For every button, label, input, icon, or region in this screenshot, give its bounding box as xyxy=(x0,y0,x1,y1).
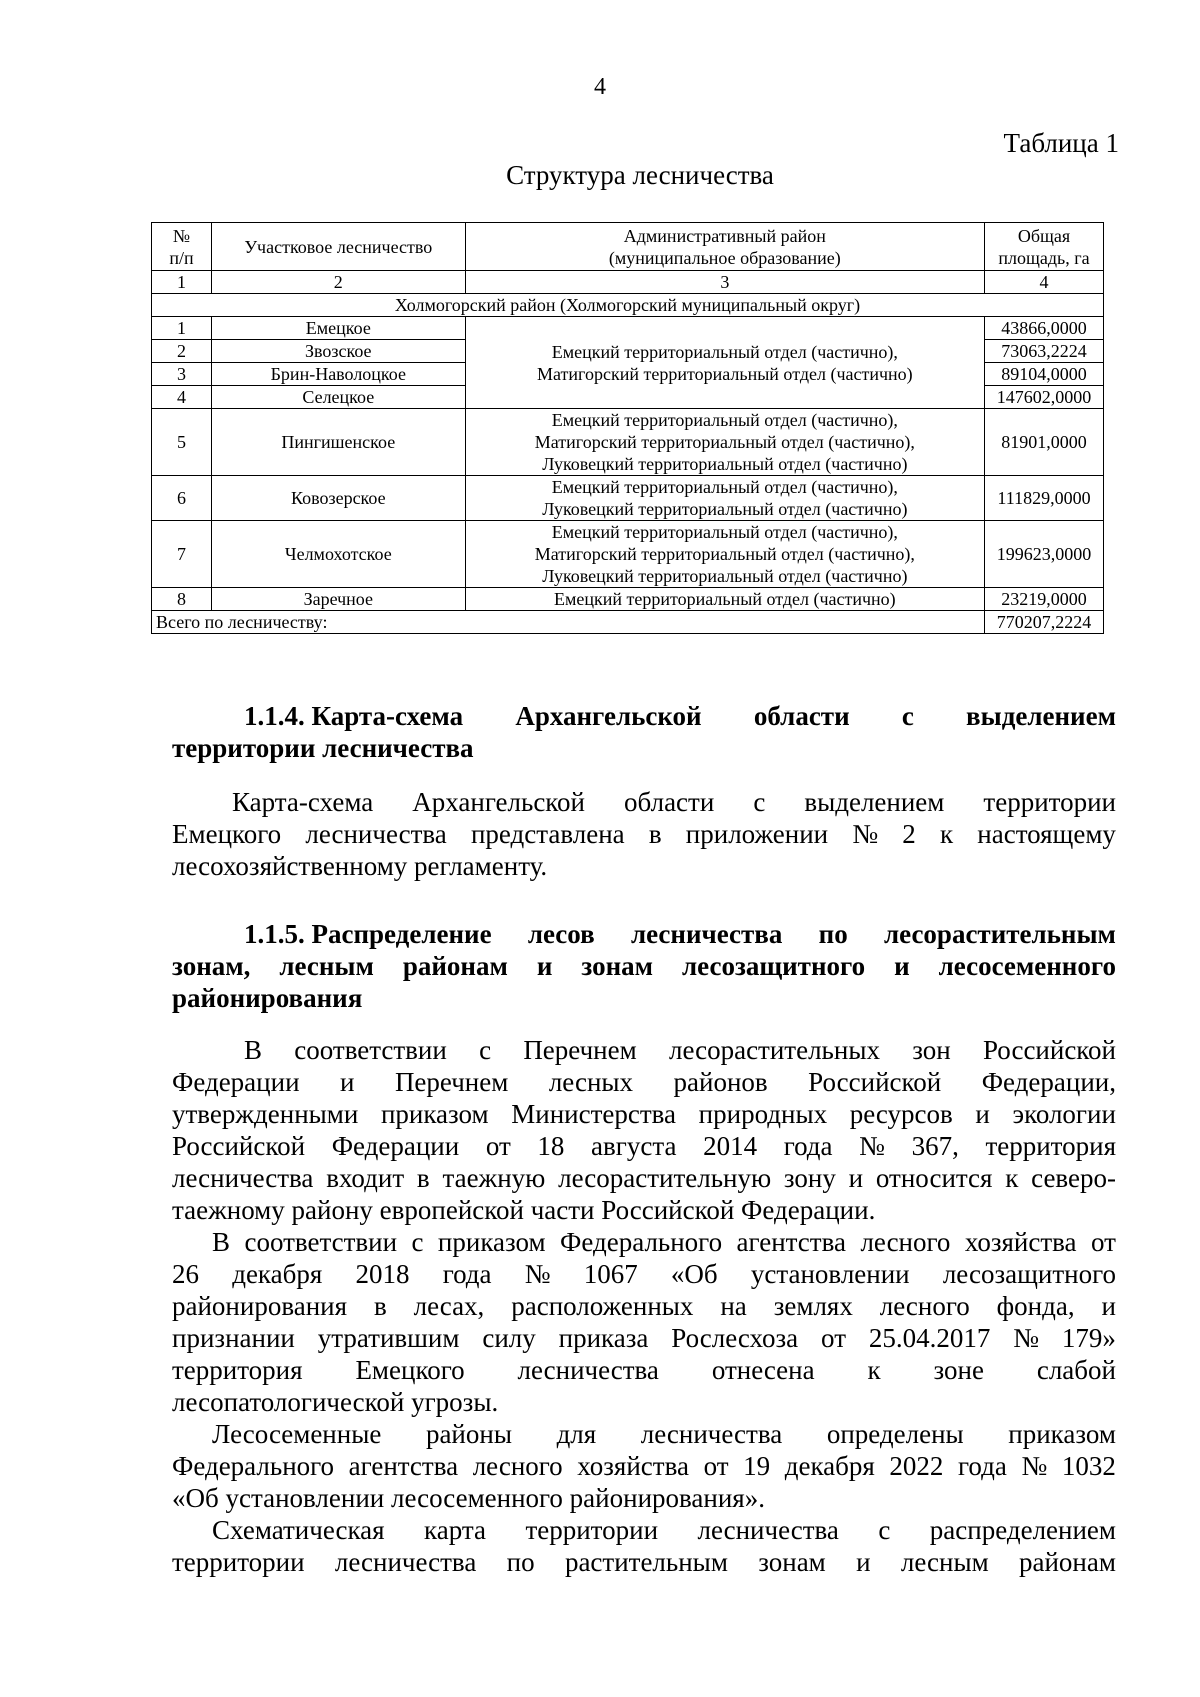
table-header-row xyxy=(152,223,1104,271)
word: с xyxy=(753,787,766,817)
word: и xyxy=(340,1067,355,1097)
header-cell-district xyxy=(465,223,984,271)
justified-line xyxy=(172,1450,1116,1482)
district-text: Матигорский территориальный отдел (частично), xyxy=(534,544,915,564)
justified-line xyxy=(172,1258,1116,1290)
word: районирования xyxy=(172,1291,348,1321)
word: 2018 xyxy=(355,1259,410,1289)
word: северо- xyxy=(1031,1163,1116,1193)
word: и xyxy=(975,1099,990,1129)
word: приказом xyxy=(380,1099,489,1129)
word: лесного xyxy=(879,1291,970,1321)
word: Карта-схема xyxy=(232,787,374,817)
area-value: 73063,2224 xyxy=(985,340,1104,363)
word: Перечнем xyxy=(523,1035,637,1065)
area-value: 89104,0000 xyxy=(985,363,1104,386)
word: лесорастительным xyxy=(883,919,1116,949)
word: года xyxy=(783,1131,833,1161)
word: районам xyxy=(1019,1547,1116,1577)
justified-line xyxy=(172,1226,1116,1258)
word: 1067 xyxy=(583,1259,638,1289)
justified-line xyxy=(172,1066,1116,1098)
word: 18 xyxy=(537,1131,565,1161)
district-text: Луковецкий территориальный отдел (частично) xyxy=(542,499,908,519)
district-text: Луковецкий территориальный отдел (частично) xyxy=(542,566,908,586)
word: утвержденными xyxy=(172,1099,359,1129)
district-text: Луковецкий территориальный отдел (частично) xyxy=(542,454,908,474)
word: № xyxy=(852,819,879,849)
section-paragraph xyxy=(172,1514,1116,1578)
word: лесосеменного xyxy=(938,951,1116,981)
paragraph-text: таежному району европейской части Российской Федерации. xyxy=(172,1195,876,1225)
word: к xyxy=(939,819,954,849)
word: распределением xyxy=(929,1515,1116,1545)
section-paragraph xyxy=(172,786,1116,882)
word: зону xyxy=(783,1163,836,1193)
paragraph-text: лесохозяйственному регламенту. xyxy=(172,851,548,881)
word: лесорастительную xyxy=(558,1163,772,1193)
word: настоящему xyxy=(977,819,1116,849)
word: 2022 xyxy=(889,1451,944,1481)
total-row xyxy=(152,611,1104,634)
word: № xyxy=(859,1131,885,1161)
word: приказом xyxy=(437,1227,546,1257)
word: лесозащитного xyxy=(682,951,866,981)
column-number: 4 xyxy=(985,271,1104,294)
word: лесничества xyxy=(697,1515,839,1545)
header-cell-area xyxy=(985,223,1104,271)
word: территории xyxy=(172,1547,305,1577)
word: с xyxy=(479,1035,492,1065)
section-paragraph xyxy=(172,1226,1116,1418)
paragraph-text: «Об установлении лесосеменного районирования». xyxy=(172,1483,765,1513)
district-text: Емецкий территориальный отдел (частично), xyxy=(551,522,898,542)
table-title: Структура лесничества xyxy=(506,160,774,190)
word: Федерации xyxy=(331,1131,460,1161)
word: Федерации xyxy=(172,1067,300,1097)
word: отнесена xyxy=(711,1355,815,1385)
forestry-name: Заречное xyxy=(211,588,465,611)
district-cell xyxy=(465,317,984,409)
justified-line xyxy=(172,1418,1116,1450)
word: для xyxy=(556,1419,597,1449)
word: Министерства xyxy=(511,1099,677,1129)
word: 179» xyxy=(1061,1323,1116,1353)
word: Архангельской xyxy=(412,787,585,817)
word: лесозащитного xyxy=(942,1259,1116,1289)
word: лесов xyxy=(527,919,595,949)
word: ресурсов xyxy=(849,1099,953,1129)
word: по xyxy=(506,1547,535,1577)
word: Схематическая xyxy=(212,1515,385,1545)
section-1-1-4 xyxy=(172,700,1116,882)
paragraph-text: лесопатологической угрозы. xyxy=(172,1387,499,1417)
word: с xyxy=(411,1227,424,1257)
district-text: Емецкий территориальный отдел (частично), xyxy=(551,477,898,497)
word: лесничества xyxy=(640,1419,783,1449)
table-row xyxy=(152,588,1104,611)
word: Федерации, xyxy=(981,1067,1116,1097)
justified-line xyxy=(172,1354,1116,1386)
page-number: 4 xyxy=(594,74,606,100)
row-number: 2 xyxy=(152,340,212,363)
word: районов xyxy=(673,1067,768,1097)
word: по xyxy=(818,919,848,949)
justified-line xyxy=(172,700,1116,732)
word: лесным xyxy=(279,951,374,981)
word: Российской xyxy=(982,1035,1116,1065)
word: зон xyxy=(912,1035,951,1065)
word: растительным xyxy=(564,1547,728,1577)
justified-line xyxy=(172,918,1116,950)
total-label: Всего по лесничеству: xyxy=(152,611,985,634)
heading-text: территории лесничества xyxy=(172,733,474,763)
area-value: 199623,0000 xyxy=(985,521,1104,588)
word: с xyxy=(901,701,914,731)
group-title: Холмогорский район (Холмогорский муниципальный округ) xyxy=(152,294,1104,317)
word: и xyxy=(536,951,553,981)
word: Российской xyxy=(808,1067,942,1097)
forestry-structure-table xyxy=(151,222,1104,634)
justified-line xyxy=(172,950,1116,982)
word: таежную xyxy=(442,1163,546,1193)
word: агентства xyxy=(348,1451,459,1481)
word: года xyxy=(958,1451,1007,1481)
word: к xyxy=(867,1355,881,1385)
section-paragraph xyxy=(172,1034,1116,1226)
word: территории xyxy=(525,1515,659,1545)
header-text: Общая xyxy=(1017,225,1071,246)
word: Емецкого xyxy=(172,819,282,849)
word: приказа xyxy=(558,1323,649,1353)
word: и xyxy=(1101,1291,1116,1321)
header-text: (муниципальное образование) xyxy=(608,247,841,268)
table-row xyxy=(152,476,1104,521)
total-value: 770207,2224 xyxy=(985,611,1104,634)
word: районам xyxy=(402,951,508,981)
word: Перечнем xyxy=(394,1067,509,1097)
justified-line xyxy=(172,1322,1116,1354)
section-heading xyxy=(172,918,1116,1014)
word: приказом xyxy=(1008,1419,1116,1449)
word: территория xyxy=(172,1355,303,1385)
word: лесничества xyxy=(172,1163,314,1193)
word: и xyxy=(856,1547,871,1577)
word: карта xyxy=(424,1515,486,1545)
word: выделением xyxy=(804,787,945,817)
word: 19 xyxy=(743,1451,771,1481)
heading-text: районирования xyxy=(172,983,363,1013)
word: области xyxy=(624,787,715,817)
justified-line xyxy=(172,1130,1116,1162)
header-cell-forestry: Участковое лесничество xyxy=(211,223,465,271)
district-cell xyxy=(465,476,984,521)
word: лесах, xyxy=(413,1291,485,1321)
row-number: 8 xyxy=(152,588,212,611)
word: № xyxy=(1013,1323,1040,1353)
word: Российской xyxy=(172,1131,306,1161)
word: силу xyxy=(482,1323,536,1353)
word: и xyxy=(848,1163,864,1193)
word: и xyxy=(894,951,910,981)
word: лесным xyxy=(900,1547,989,1577)
word: выделением xyxy=(966,701,1116,731)
word: зонам xyxy=(581,951,654,981)
forestry-name: Ковозерское xyxy=(211,476,465,521)
column-number: 2 xyxy=(211,271,465,294)
word: Архангельской xyxy=(515,701,702,731)
row-number: 7 xyxy=(152,521,212,588)
district-cell xyxy=(465,409,984,476)
district-text: Емецкий территориальный отдел (частично), xyxy=(551,341,898,362)
word: от xyxy=(485,1131,511,1161)
word: на xyxy=(720,1291,747,1321)
word: слабой xyxy=(1036,1355,1116,1385)
group-title-row xyxy=(152,294,1104,317)
word: лесничества xyxy=(517,1355,659,1385)
word: № xyxy=(1021,1451,1048,1481)
section-heading xyxy=(172,700,1116,764)
word: Емецкого xyxy=(355,1355,465,1385)
district-text: Матигорский территориальный отдел (частично) xyxy=(537,363,913,384)
word: «Об xyxy=(670,1259,718,1289)
word: хозяйства xyxy=(964,1227,1077,1257)
forestry-name: Пингишенское xyxy=(211,409,465,476)
word: от xyxy=(703,1451,729,1481)
word: природных xyxy=(698,1099,828,1129)
header-text: площадь, га xyxy=(998,247,1090,268)
header-text: № xyxy=(172,225,191,246)
word: от xyxy=(821,1323,846,1353)
word: № xyxy=(524,1259,551,1289)
justified-line xyxy=(172,1034,1116,1066)
forestry-name: Емецкое xyxy=(211,317,465,340)
justified-line xyxy=(172,1098,1116,1130)
justified-line xyxy=(172,1546,1116,1578)
word: относится xyxy=(875,1163,993,1193)
word: Лесосеменные xyxy=(212,1419,382,1449)
table-row xyxy=(152,521,1104,588)
word: 26 xyxy=(172,1259,199,1289)
word: зонам xyxy=(758,1547,826,1577)
row-number: 6 xyxy=(152,476,212,521)
area-value: 147602,0000 xyxy=(985,386,1104,409)
table-label: Таблица 1 xyxy=(1003,128,1119,158)
table-row xyxy=(152,409,1104,476)
word: соответствии xyxy=(244,1227,398,1257)
forestry-name: Селецкое xyxy=(211,386,465,409)
word: входит xyxy=(326,1163,405,1193)
word: декабря xyxy=(232,1259,323,1289)
word: экологии xyxy=(1012,1099,1116,1129)
district-cell: Емецкий территориальный отдел (частично) xyxy=(465,588,984,611)
word: лесничества xyxy=(630,919,783,949)
word: в xyxy=(416,1163,430,1193)
word: к xyxy=(1005,1163,1019,1193)
word: лесничества xyxy=(334,1547,477,1577)
word: агентства xyxy=(736,1227,846,1257)
forestry-name: Челмохотское xyxy=(211,521,465,588)
area-value: 23219,0000 xyxy=(985,588,1104,611)
word: августа xyxy=(591,1131,677,1161)
justified-line xyxy=(172,1290,1116,1322)
word: соответствии xyxy=(294,1035,447,1065)
word: 1.1.5. Распределение xyxy=(244,919,492,949)
word: территории xyxy=(983,787,1116,817)
row-number: 4 xyxy=(152,386,212,409)
word: определены xyxy=(826,1419,964,1449)
word: признании xyxy=(172,1323,295,1353)
column-number-row xyxy=(152,271,1104,294)
justified-line xyxy=(172,786,1116,818)
forestry-name: Брин-Наволоцкое xyxy=(211,363,465,386)
column-number: 3 xyxy=(465,271,984,294)
word: районы xyxy=(425,1419,512,1449)
word: Федерального xyxy=(172,1451,335,1481)
word: 1032 xyxy=(1061,1451,1116,1481)
header-text: Административный район xyxy=(623,225,826,246)
word: расположенных xyxy=(511,1291,694,1321)
word: установлении xyxy=(750,1259,910,1289)
row-number: 1 xyxy=(152,317,212,340)
word: 1.1.4. Карта-схема xyxy=(244,701,464,731)
forestry-name: Звозское xyxy=(211,340,465,363)
column-number: 1 xyxy=(152,271,212,294)
word: 2 xyxy=(902,819,916,849)
justified-line xyxy=(172,818,1116,850)
word: землях xyxy=(773,1291,853,1321)
district-text: Матигорский территориальный отдел (частично), xyxy=(534,432,915,452)
word: фонда, xyxy=(996,1291,1075,1321)
justified-line xyxy=(172,1514,1116,1546)
word: 367, xyxy=(911,1131,959,1161)
word: хозяйства xyxy=(577,1451,689,1481)
word: лесных xyxy=(548,1067,634,1097)
header-cell-number xyxy=(152,223,212,271)
district-text: Емецкий территориальный отдел (частично), xyxy=(551,410,898,430)
word: утратившим xyxy=(317,1323,460,1353)
word: с xyxy=(878,1515,891,1545)
header-text: п/п xyxy=(169,247,194,268)
word: представлена xyxy=(470,819,625,849)
word: В xyxy=(212,1227,231,1257)
district-cell xyxy=(465,521,984,588)
word: 25.04.2017 xyxy=(868,1323,991,1353)
row-number: 3 xyxy=(152,363,212,386)
word: Рослесхоза xyxy=(671,1323,799,1353)
word: лесного xyxy=(860,1227,951,1257)
word: зоне xyxy=(933,1355,984,1385)
word: приложении xyxy=(685,819,829,849)
section-1-1-5 xyxy=(172,918,1116,1578)
area-value: 43866,0000 xyxy=(985,317,1104,340)
section-paragraph xyxy=(172,1418,1116,1514)
area-value: 111829,0000 xyxy=(985,476,1104,521)
row-number: 5 xyxy=(152,409,212,476)
word: Федерального xyxy=(560,1227,723,1257)
word: В xyxy=(244,1035,263,1065)
area-value: 81901,0000 xyxy=(985,409,1104,476)
word: 2014 xyxy=(703,1131,758,1161)
word: от xyxy=(1090,1227,1116,1257)
word: лесорастительных xyxy=(668,1035,880,1065)
word: года xyxy=(442,1259,492,1289)
justified-line xyxy=(172,1162,1116,1194)
word: в xyxy=(648,819,662,849)
word: зонам, xyxy=(172,951,251,981)
word: декабря xyxy=(784,1451,875,1481)
table-row xyxy=(152,317,1104,340)
word: в xyxy=(373,1291,387,1321)
word: области xyxy=(753,701,850,731)
word: лесного xyxy=(472,1451,563,1481)
word: территория xyxy=(985,1131,1116,1161)
word: лесничества xyxy=(305,819,447,849)
